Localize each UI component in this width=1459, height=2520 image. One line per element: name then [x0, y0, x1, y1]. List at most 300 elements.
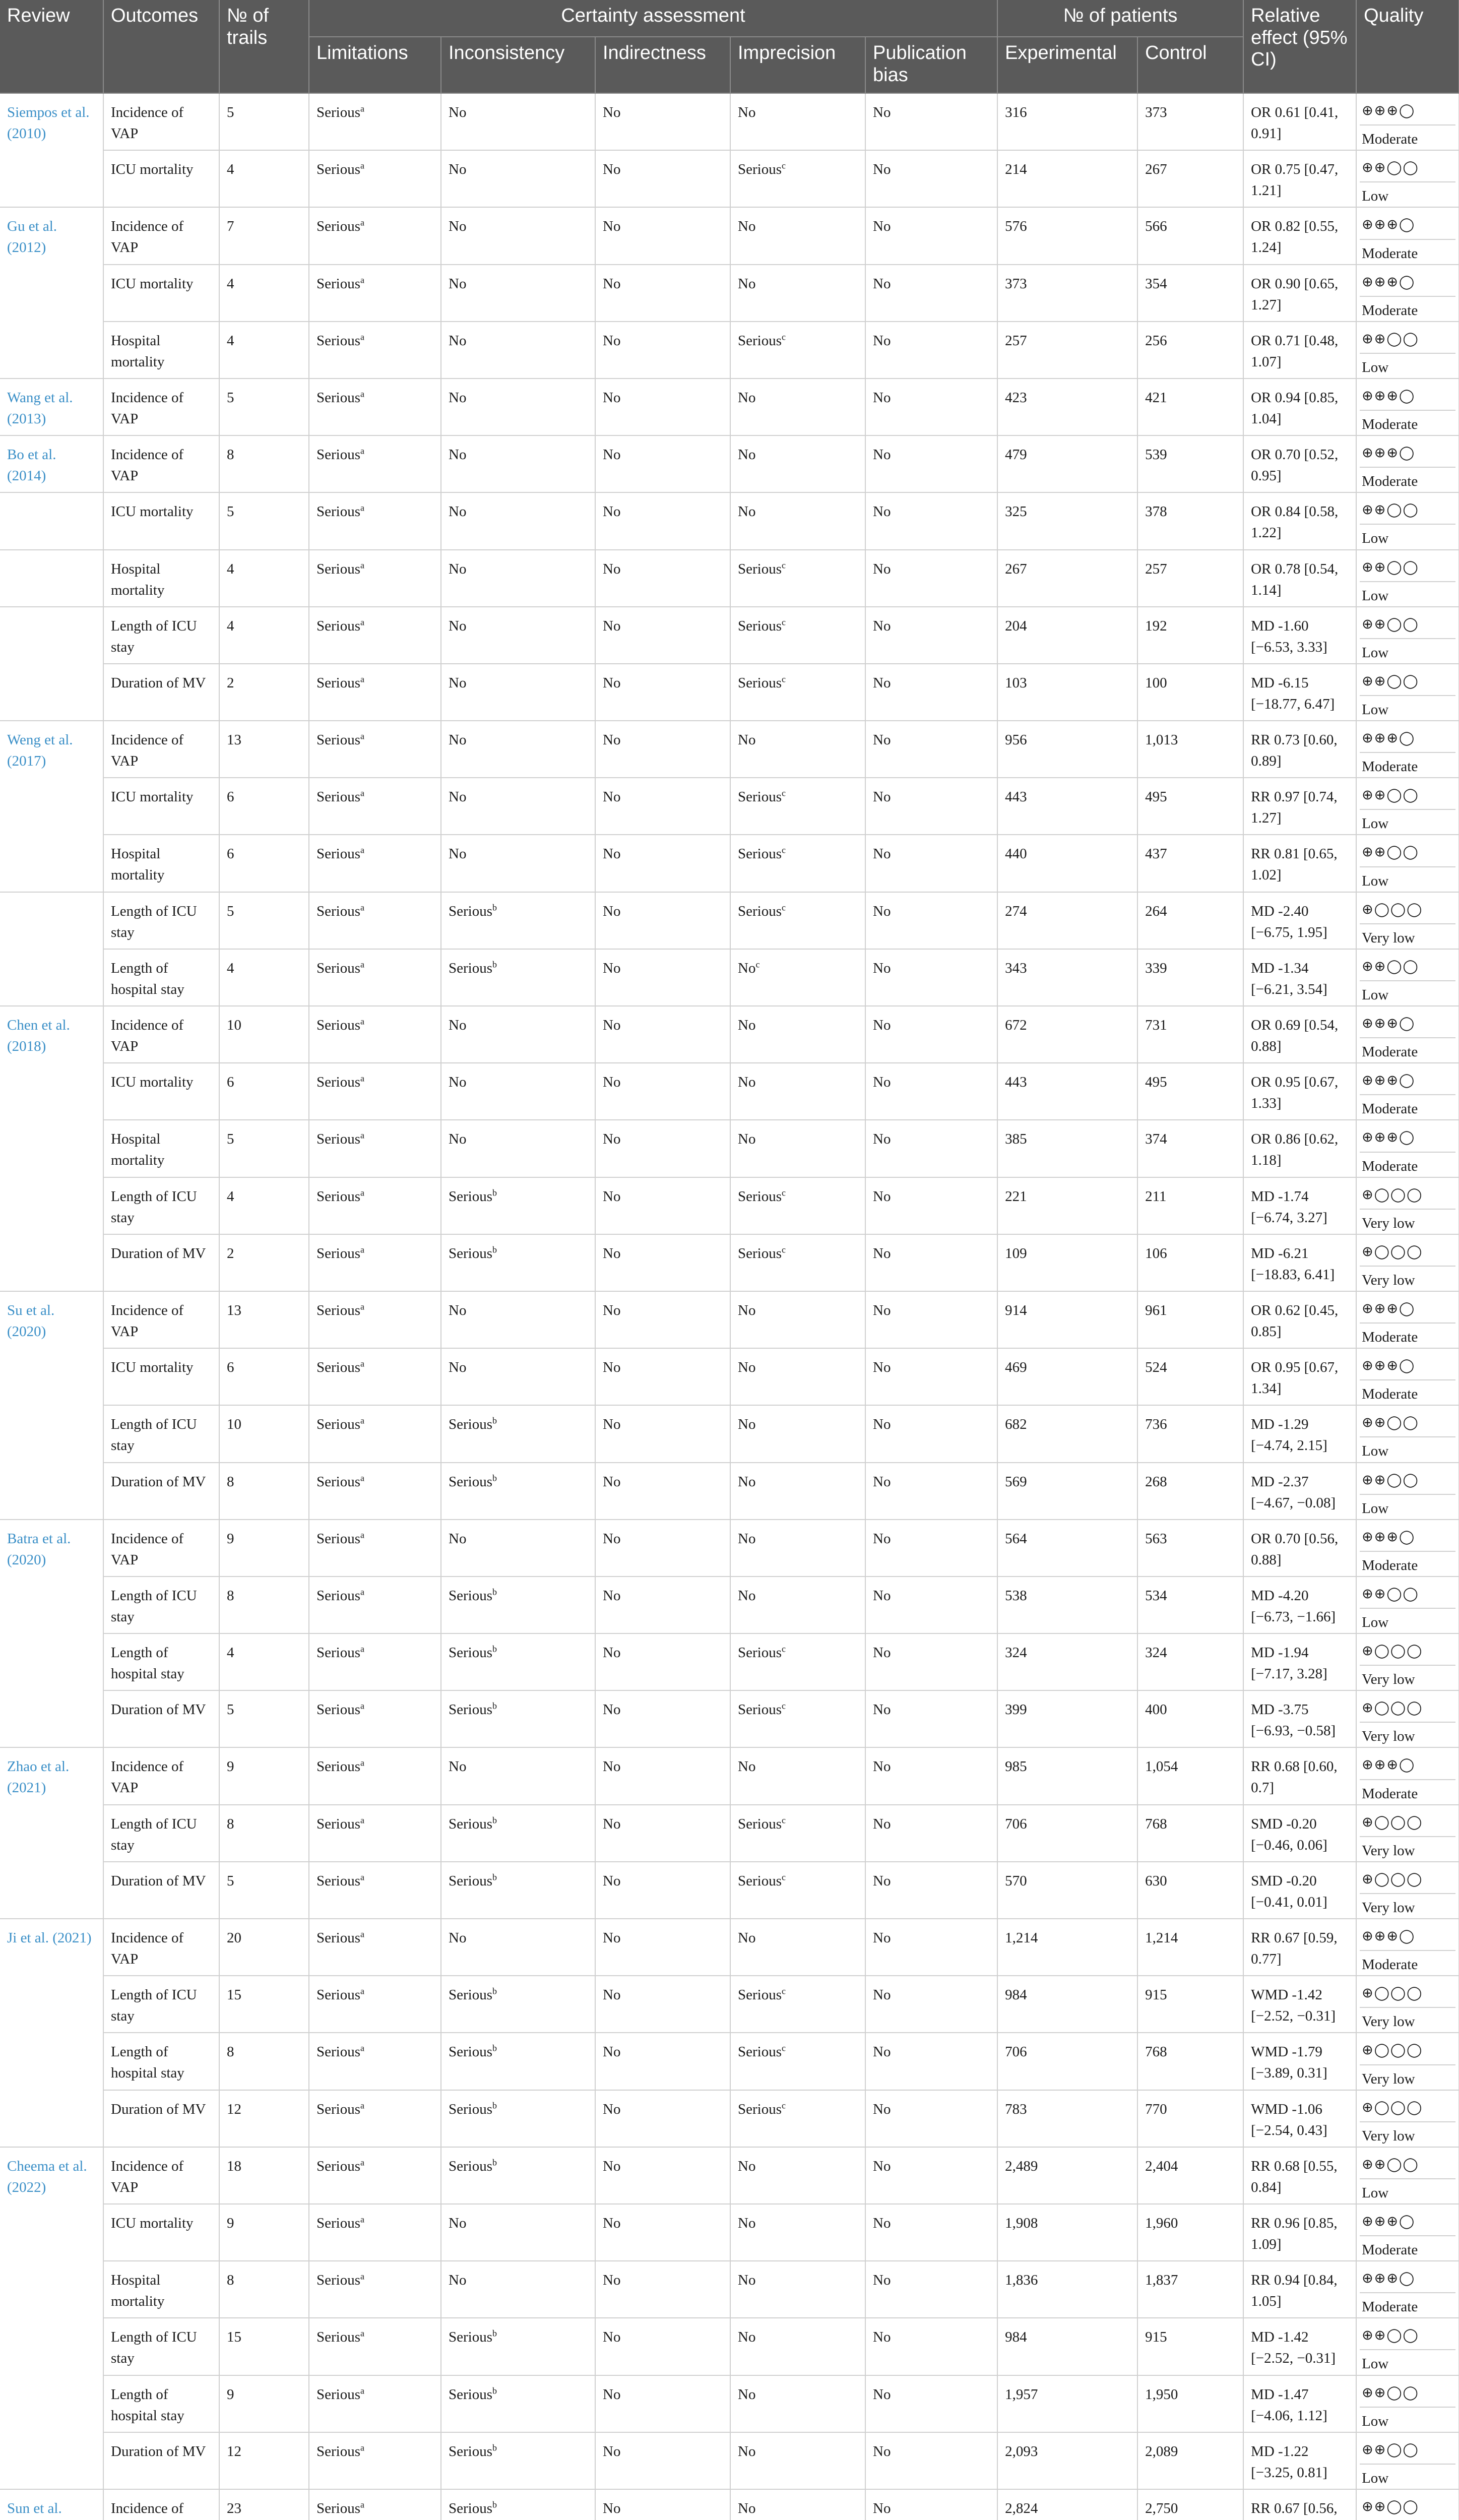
table-row [0, 1805, 1459, 1862]
review-citation-cell[interactable] [0, 2147, 103, 2489]
table-row [0, 550, 1459, 607]
inconsistency-cell [441, 2261, 595, 2318]
imprecision-cell-text: No [738, 1074, 756, 1091]
trials-count-cell-text: 20 [227, 1930, 241, 1946]
experimental-count-cell [997, 1577, 1137, 1633]
review-citation-cell[interactable] [0, 1291, 103, 1520]
inconsistency-cell-text: Serious [449, 1188, 492, 1205]
imprecision-cell-text: Serious [738, 2044, 782, 2060]
control-count-cell [1137, 379, 1243, 435]
relative-effect-cell [1243, 2090, 1356, 2147]
limitations-cell [309, 265, 441, 322]
publication-bias-cell [865, 1291, 997, 1348]
trials-count-cell-text: 6 [227, 1359, 234, 1376]
trials-count-cell [219, 1291, 309, 1348]
limitations-cell-footnote-marker: a [360, 274, 364, 285]
experimental-count-cell-text: 399 [1005, 1702, 1027, 1718]
review-citation-cell[interactable] [0, 1006, 103, 1291]
inconsistency-cell [441, 607, 595, 664]
indirectness-cell [595, 892, 730, 949]
experimental-count-cell [997, 93, 1137, 150]
trials-count-cell-text: 5 [227, 1702, 234, 1718]
indirectness-cell-text: No [603, 2386, 621, 2403]
experimental-count-cell [997, 1348, 1137, 1405]
control-count-cell [1137, 1976, 1243, 2033]
inconsistency-cell [441, 1348, 595, 1405]
imprecision-cell [730, 1520, 865, 1577]
inconsistency-cell-footnote-marker: b [492, 959, 497, 970]
quality-cell [1356, 721, 1459, 778]
indirectness-cell [595, 1120, 730, 1177]
quality-cell [1356, 550, 1459, 607]
inconsistency-cell-footnote-marker: b [492, 2385, 497, 2396]
control-count-cell [1137, 607, 1243, 664]
inconsistency-cell [441, 1120, 595, 1177]
relative-effect-cell-text: WMD -1.79 [−3.89, 0.31] [1251, 2044, 1327, 2082]
experimental-count-cell [997, 949, 1137, 1006]
relative-effect-cell [1243, 1919, 1356, 1976]
publication-bias-cell-text: No [873, 2329, 891, 2346]
trials-count-cell [219, 2432, 309, 2489]
control-count-cell-text: 961 [1145, 1302, 1167, 1318]
experimental-count-cell [997, 1234, 1137, 1291]
limitations-cell-text: Serious [316, 2215, 360, 2231]
publication-bias-cell [865, 2375, 997, 2432]
quality-label: Very low [1362, 2070, 1415, 2087]
relative-effect-cell-text: OR 0.95 [0.67, 1.33] [1251, 1074, 1339, 1112]
limitations-cell-footnote-marker: a [360, 1073, 364, 1084]
outcome-cell-text: Duration of MV [111, 1872, 206, 1889]
quality-cell [1356, 892, 1459, 949]
inconsistency-cell [441, 1690, 595, 1747]
limitations-cell-text: Serious [316, 1245, 360, 1262]
quality-rating-icon: ⊕⊕⊕◯ [1360, 1524, 1455, 1552]
quality-cell [1356, 2261, 1459, 2318]
publication-bias-cell-text: No [873, 1758, 891, 1775]
publication-bias-cell [865, 2204, 997, 2261]
quality-rating-icon: ⊕⊕◯◯ [1360, 954, 1455, 981]
trials-count-cell-text: 13 [227, 732, 241, 748]
relative-effect-cell-text: OR 0.70 [0.56, 0.88] [1251, 1530, 1339, 1568]
indirectness-cell-text: No [603, 389, 621, 406]
publication-bias-cell-text: No [873, 732, 891, 748]
imprecision-cell [730, 778, 865, 835]
indirectness-cell-text: No [603, 732, 621, 748]
experimental-count-cell-text: 274 [1005, 903, 1027, 919]
publication-bias-cell-text: No [873, 1359, 891, 1376]
inconsistency-cell [441, 1006, 595, 1063]
outcome-cell [103, 1177, 219, 1234]
quality-label: Moderate [1362, 245, 1418, 262]
trials-count-cell-text: 7 [227, 218, 234, 235]
quality-rating-icon: ⊕◯◯◯ [1360, 1695, 1455, 1723]
quality-label: Very low [1362, 1215, 1415, 1231]
control-count-cell-text: 257 [1145, 560, 1167, 577]
publication-bias-cell-text: No [873, 789, 891, 805]
control-count-cell-text: 378 [1145, 503, 1167, 520]
experimental-count-cell [997, 1291, 1137, 1348]
indirectness-cell [595, 435, 730, 492]
publication-bias-cell-text: No [873, 674, 891, 691]
publication-bias-cell [865, 1919, 997, 1976]
quality-rating-icon: ⊕⊕◯◯ [1360, 326, 1455, 354]
relative-effect-cell-text: RR 0.94 [0.84, 1.05] [1251, 2272, 1338, 2310]
table-row [0, 835, 1459, 892]
control-count-cell [1137, 1577, 1243, 1633]
imprecision-cell [730, 721, 865, 778]
review-citation-cell[interactable] [0, 1747, 103, 1919]
quality-cell [1356, 835, 1459, 892]
publication-bias-cell-text: No [873, 2101, 891, 2117]
relative-effect-cell-text: MD -4.20 [−6.73, −1.66] [1251, 1587, 1336, 1625]
indirectness-cell-text: No [603, 1987, 621, 2003]
limitations-cell-text: Serious [316, 2500, 360, 2516]
trials-count-cell [219, 2033, 309, 2090]
publication-bias-cell [865, 2318, 997, 2375]
imprecision-cell [730, 2204, 865, 2261]
limitations-cell [309, 2318, 441, 2375]
review-citation-cell[interactable] [0, 2489, 103, 2520]
trials-count-cell-text: 10 [227, 1017, 241, 1033]
imprecision-cell-footnote-marker: c [782, 845, 786, 855]
publication-bias-cell [865, 265, 997, 322]
experimental-count-cell [997, 1520, 1137, 1577]
trials-count-cell-text: 18 [227, 2158, 241, 2174]
inconsistency-cell-text: No [449, 1359, 467, 1376]
experimental-count-cell [997, 1976, 1137, 2033]
quality-rating-icon: ⊕⊕◯◯ [1360, 611, 1455, 639]
limitations-cell [309, 1633, 441, 1690]
control-count-cell-text: 1,837 [1145, 2272, 1178, 2289]
outcome-cell-text: ICU mortality [111, 2215, 194, 2231]
outcome-cell [103, 2432, 219, 2489]
quality-label: Moderate [1362, 1329, 1418, 1346]
inconsistency-cell [441, 1805, 595, 1862]
inconsistency-cell [441, 2204, 595, 2261]
indirectness-cell-text: No [603, 1930, 621, 1946]
relative-effect-cell-text: OR 0.69 [0.54, 0.88] [1251, 1017, 1339, 1055]
inconsistency-cell [441, 93, 595, 150]
publication-bias-cell [865, 1234, 997, 1291]
imprecision-cell-text: No [738, 2272, 756, 2289]
quality-rating-icon: ⊕⊕⊕◯ [1360, 1923, 1455, 1951]
publication-bias-cell [865, 2033, 997, 2090]
review-citation-cell[interactable] [0, 435, 103, 492]
experimental-count-cell [997, 1006, 1137, 1063]
indirectness-cell [595, 1405, 730, 1462]
limitations-cell-footnote-marker: a [360, 1244, 364, 1255]
imprecision-cell-text: Serious [738, 1987, 782, 2003]
inconsistency-cell-text: No [449, 1530, 467, 1547]
imprecision-cell [730, 207, 865, 264]
header-indirectness: Indirectness [595, 37, 730, 93]
quality-cell [1356, 1520, 1459, 1577]
inconsistency-cell [441, 949, 595, 1006]
indirectness-cell-text: No [603, 218, 621, 235]
relative-effect-cell-text: OR 0.82 [0.55, 1.24] [1251, 218, 1339, 256]
indirectness-cell [595, 2147, 730, 2204]
control-count-cell [1137, 1805, 1243, 1862]
experimental-count-cell-text: 1,214 [1005, 1930, 1038, 1946]
publication-bias-cell-text: No [873, 1987, 891, 2003]
imprecision-cell-text: No [738, 1017, 756, 1033]
control-count-cell [1137, 1520, 1243, 1577]
relative-effect-cell [1243, 1747, 1356, 1804]
control-count-cell [1137, 2147, 1243, 2204]
inconsistency-cell-text: Serious [449, 2500, 492, 2516]
review-citation-cell-text: Cheema et al. (2022) [7, 2158, 87, 2195]
outcome-cell-text: Incidence of VAP [111, 389, 184, 427]
inconsistency-cell [441, 207, 595, 264]
limitations-cell-footnote-marker: a [360, 2271, 364, 2282]
control-count-cell-text: 2,750 [1145, 2500, 1178, 2516]
inconsistency-cell-footnote-marker: b [492, 2043, 497, 2053]
quality-cell [1356, 1633, 1459, 1690]
indirectness-cell [595, 1919, 730, 1976]
imprecision-cell-text: Serious [738, 674, 782, 691]
publication-bias-cell-text: No [873, 846, 891, 862]
imprecision-cell [730, 322, 865, 379]
trials-count-cell-text: 8 [227, 447, 234, 463]
publication-bias-cell [865, 1805, 997, 1862]
table-row [0, 1291, 1459, 1348]
quality-label: Moderate [1362, 1557, 1418, 1573]
publication-bias-cell [865, 1690, 997, 1747]
indirectness-cell-text: No [603, 2500, 621, 2516]
quality-rating-icon: ⊕◯◯◯ [1360, 1638, 1455, 1666]
imprecision-cell-text: No [738, 1530, 756, 1547]
experimental-count-cell [997, 1690, 1137, 1747]
trials-count-cell-text: 5 [227, 104, 234, 120]
quality-rating-icon: ⊕⊕◯◯ [1360, 668, 1455, 696]
review-citation-cell[interactable] [0, 892, 103, 1006]
experimental-count-cell-text: 538 [1005, 1587, 1027, 1604]
relative-effect-cell-text: MD -3.75 [−6.93, −0.58] [1251, 1702, 1336, 1739]
experimental-count-cell [997, 778, 1137, 835]
inconsistency-cell-text: No [449, 789, 467, 805]
trials-count-cell [219, 2090, 309, 2147]
review-citation-cell[interactable] [0, 721, 103, 892]
table-row [0, 93, 1459, 150]
quality-label: Low [1362, 359, 1389, 375]
quality-cell [1356, 1976, 1459, 2033]
indirectness-cell [595, 2090, 730, 2147]
outcome-cell [103, 1919, 219, 1976]
imprecision-cell [730, 435, 865, 492]
trials-count-cell [219, 2204, 309, 2261]
limitations-cell [309, 2090, 441, 2147]
trials-count-cell [219, 1976, 309, 2033]
inconsistency-cell [441, 1862, 595, 1919]
relative-effect-cell-text: RR 0.67 [0.59, 0.77] [1251, 1930, 1338, 1968]
outcome-cell-text: Length of hospital stay [111, 960, 184, 997]
inconsistency-cell-text: Serious [449, 1815, 492, 1832]
inconsistency-cell-footnote-marker: b [492, 1244, 497, 1255]
relative-effect-cell [1243, 1348, 1356, 1405]
trials-count-cell-text: 12 [227, 2443, 241, 2460]
relative-effect-cell [1243, 550, 1356, 607]
inconsistency-cell-footnote-marker: b [492, 1587, 497, 1597]
inconsistency-cell-footnote-marker: b [492, 1814, 497, 1825]
trials-count-cell [219, 207, 309, 264]
inconsistency-cell [441, 492, 595, 549]
relative-effect-cell [1243, 1805, 1356, 1862]
relative-effect-cell [1243, 949, 1356, 1006]
imprecision-cell [730, 1805, 865, 1862]
limitations-cell-text: Serious [316, 1131, 360, 1148]
imprecision-cell-footnote-marker: c [782, 788, 786, 798]
quality-rating-icon: ⊕⊕⊕◯ [1360, 440, 1455, 468]
outcome-cell [103, 1862, 219, 1919]
control-count-cell-text: 915 [1145, 1987, 1167, 2003]
publication-bias-cell [865, 1862, 997, 1919]
publication-bias-cell [865, 664, 997, 721]
limitations-cell-footnote-marker: a [360, 103, 364, 114]
quality-label: Low [1362, 702, 1389, 718]
relative-effect-cell [1243, 2261, 1356, 2318]
limitations-cell-text: Serious [316, 1987, 360, 2003]
review-citation-cell[interactable] [0, 93, 103, 207]
relative-effect-cell-text: OR 0.71 [0.48, 1.07] [1251, 332, 1339, 370]
imprecision-cell-footnote-marker: c [782, 1986, 786, 1996]
limitations-cell-footnote-marker: a [360, 2442, 364, 2453]
limitations-cell [309, 1405, 441, 1462]
outcome-cell [103, 721, 219, 778]
limitations-cell-footnote-marker: a [360, 1757, 364, 1768]
outcome-cell [103, 1520, 219, 1577]
limitations-cell-text: Serious [316, 1074, 360, 1091]
outcome-cell-text: Hospital mortality [111, 1131, 165, 1169]
limitations-cell-text: Serious [316, 1359, 360, 1376]
limitations-cell [309, 2261, 441, 2318]
inconsistency-cell [441, 1234, 595, 1291]
outcome-cell-text: Incidence of VAP [111, 732, 184, 770]
publication-bias-cell [865, 778, 997, 835]
outcome-cell-text: Duration of MV [111, 1702, 206, 1718]
limitations-cell-text: Serious [316, 2272, 360, 2289]
header-control: Control [1137, 37, 1243, 93]
review-citation-cell[interactable] [0, 207, 103, 379]
limitations-cell-text: Serious [316, 1758, 360, 1775]
inconsistency-cell-text: Serious [449, 2443, 492, 2460]
indirectness-cell-text: No [603, 2158, 621, 2174]
imprecision-cell-text: No [738, 2386, 756, 2403]
outcome-cell-text: ICU mortality [111, 789, 194, 805]
table-row [0, 1063, 1459, 1120]
outcome-cell-text: Length of hospital stay [111, 1645, 184, 1682]
table-row [0, 265, 1459, 322]
trials-count-cell-text: 4 [227, 275, 234, 292]
trials-count-cell [219, 1520, 309, 1577]
quality-cell [1356, 1348, 1459, 1405]
quality-rating-icon: ⊕⊕⊕◯ [1360, 2265, 1455, 2293]
publication-bias-cell [865, 1063, 997, 1120]
quality-cell [1356, 207, 1459, 264]
indirectness-cell-text: No [603, 903, 621, 919]
indirectness-cell [595, 1234, 730, 1291]
quality-label: Moderate [1362, 131, 1418, 148]
review-citation-cell[interactable] [0, 550, 103, 607]
control-count-cell-text: 2,089 [1145, 2443, 1178, 2460]
indirectness-cell-text: No [603, 1245, 621, 1262]
control-count-cell [1137, 265, 1243, 322]
experimental-count-cell-text: 1,836 [1005, 2272, 1038, 2289]
table-row [0, 1577, 1459, 1633]
indirectness-cell [595, 778, 730, 835]
inconsistency-cell-footnote-marker: b [492, 1472, 497, 1483]
outcome-cell-text: Hospital mortality [111, 332, 165, 370]
indirectness-cell-text: No [603, 1359, 621, 1376]
indirectness-cell-text: No [603, 1702, 621, 1718]
experimental-count-cell [997, 265, 1137, 322]
limitations-cell [309, 778, 441, 835]
outcome-cell [103, 435, 219, 492]
outcome-cell-text: Duration of MV [111, 2101, 206, 2117]
trials-count-cell-text: 8 [227, 1815, 234, 1832]
publication-bias-cell [865, 892, 997, 949]
outcome-cell-text: Length of ICU stay [111, 1815, 197, 1853]
limitations-cell [309, 1234, 441, 1291]
imprecision-cell-footnote-marker: c [782, 160, 786, 171]
publication-bias-cell-text: No [873, 503, 891, 520]
review-citation-cell[interactable] [0, 1919, 103, 2147]
imprecision-cell-text: No [738, 1131, 756, 1148]
control-count-cell-text: 915 [1145, 2329, 1167, 2346]
imprecision-cell-footnote-marker: c [782, 559, 786, 570]
outcome-cell-text: Length of ICU stay [111, 1987, 197, 2025]
outcome-cell-text: Incidence of VAP [111, 1530, 184, 1568]
publication-bias-cell-text: No [873, 1587, 891, 1604]
quality-cell [1356, 1063, 1459, 1120]
limitations-cell-text: Serious [316, 789, 360, 805]
indirectness-cell [595, 492, 730, 549]
indirectness-cell-text: No [603, 674, 621, 691]
review-citation-cell[interactable] [0, 379, 103, 435]
relative-effect-cell-text: OR 0.90 [0.65, 1.27] [1251, 275, 1339, 313]
trials-count-cell-text: 5 [227, 503, 234, 520]
publication-bias-cell-text: No [873, 1872, 891, 1889]
relative-effect-cell-text: MD -1.74 [−6.74, 3.27] [1251, 1188, 1327, 1226]
indirectness-cell [595, 2432, 730, 2489]
quality-label: Low [1362, 644, 1389, 661]
imprecision-cell-text: Serious [738, 332, 782, 349]
publication-bias-cell [865, 1520, 997, 1577]
outcome-cell-text: Hospital mortality [111, 560, 165, 598]
outcome-cell [103, 892, 219, 949]
indirectness-cell-text: No [603, 1131, 621, 1148]
review-citation-cell[interactable] [0, 1520, 103, 1748]
review-citation-cell[interactable] [0, 607, 103, 721]
trials-count-cell [219, 892, 309, 949]
imprecision-cell-footnote-marker: c [782, 2100, 786, 2110]
outcome-cell-text: Duration of MV [111, 1473, 206, 1490]
imprecision-cell [730, 2375, 865, 2432]
limitations-cell-text: Serious [316, 1702, 360, 1718]
inconsistency-cell-text: No [449, 1758, 467, 1775]
quality-cell [1356, 150, 1459, 207]
imprecision-cell [730, 1463, 865, 1520]
control-count-cell-text: 731 [1145, 1017, 1167, 1033]
imprecision-cell [730, 1291, 865, 1348]
review-citation-cell[interactable] [0, 492, 103, 549]
publication-bias-cell-text: No [873, 1017, 891, 1033]
outcome-cell [103, 550, 219, 607]
quality-label: Low [1362, 188, 1389, 205]
trials-count-cell-text: 2 [227, 1245, 234, 1262]
quality-label: Moderate [1362, 1101, 1418, 1117]
control-count-cell-text: 1,054 [1145, 1758, 1178, 1775]
relative-effect-cell [1243, 1633, 1356, 1690]
